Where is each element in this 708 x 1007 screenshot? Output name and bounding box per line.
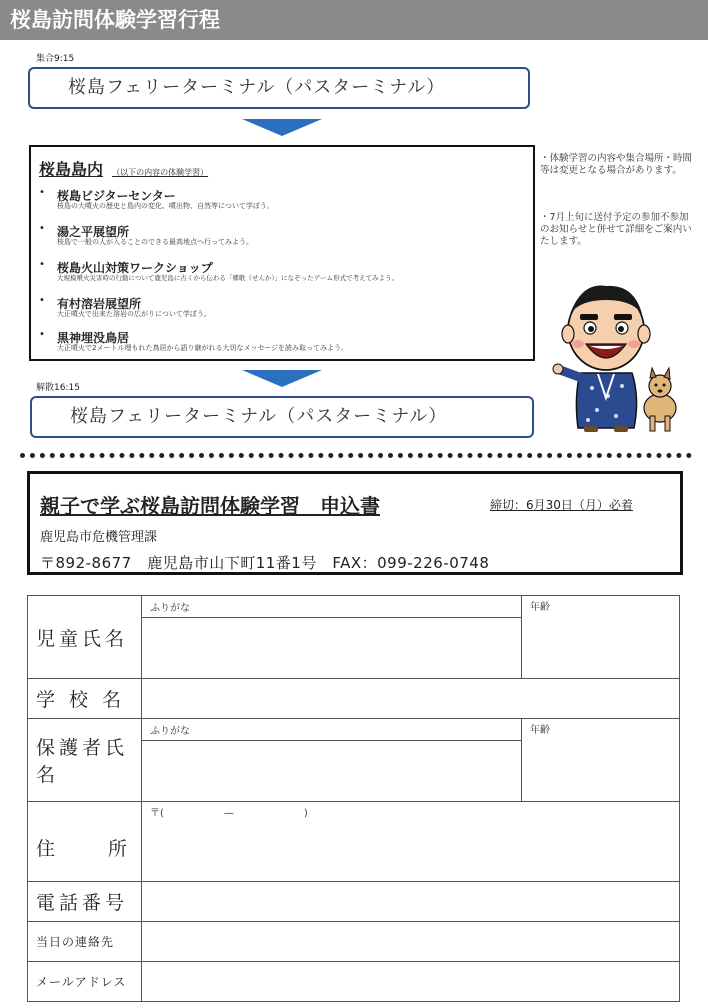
phone-label: 電話番号 <box>28 882 142 922</box>
island-title: 桜島島内 <box>39 160 104 179</box>
item-title: 桜島ビジターセンター <box>57 189 176 203</box>
island-subtitle: （以下の内容の体験学習） <box>112 168 209 177</box>
contact-address: 〒892-8677 鹿児島市山下町11番1号 FAX：099-226-0748 <box>40 554 490 572</box>
email-field[interactable] <box>142 962 680 1002</box>
note-1: ・体験学習の内容や集合場所・時間等は変更となる場合があります。 <box>540 153 693 176</box>
item-desc: 大正噴火で出来た溶岩の広がりについて学ぼう。 <box>57 310 211 318</box>
bullet-icon: • <box>39 223 45 234</box>
furigana-label: ふりがな <box>142 719 521 741</box>
address-field[interactable] <box>142 802 680 882</box>
item-desc: 大規模噴火災害時の行動について鹿児島に古くから伝わる「郷歌（せんか）」になぞったゲーム形式で考えてみよう。 <box>57 274 399 282</box>
note-2: ・7月上旬に送付予定の参加不参加のお知らせと併せて詳細をご案内いたします。 <box>540 212 692 247</box>
deadline: 締切：6月30日（月）必着 <box>490 498 633 512</box>
gather-time: 集合9:15 <box>36 54 75 64</box>
child-name-label: 児童氏名 <box>28 596 142 679</box>
guardian-name-field[interactable] <box>142 719 522 802</box>
phone-field[interactable] <box>142 882 680 922</box>
item-title: 湯之平展望所 <box>57 225 130 239</box>
furigana-label: ふりがな <box>142 596 521 618</box>
bullet-icon: • <box>39 259 45 270</box>
application-title: 親子で学ぶ桜島訪問体験学習 申込書 <box>40 494 380 518</box>
age-label: 年齢 <box>530 602 550 613</box>
guardian-age-field[interactable] <box>522 719 680 802</box>
age-label: 年齢 <box>530 725 550 736</box>
postal-template: 〒( — ) <box>150 808 308 819</box>
item-desc: 大正噴火で2メートル埋もれた鳥居から語り継がれる大切なメッセージを読み取ってみよう。 <box>57 344 349 352</box>
guardian-name-label: 保護者氏名 <box>28 719 142 802</box>
address-label-2: 所 <box>107 838 131 860</box>
emergency-contact-label: 当日の連絡先 <box>28 922 142 962</box>
item-desc: 桜島で一般の人が入ることのできる最高地点へ行ってみよう。 <box>57 238 253 246</box>
application-header-box <box>27 471 683 575</box>
child-age-field[interactable] <box>522 596 680 679</box>
item-title: 黒神埋没鳥居 <box>57 331 130 345</box>
down-arrow-icon <box>242 119 322 136</box>
department: 鹿児島市危機管理課 <box>40 530 158 545</box>
island-activities-box <box>29 145 535 361</box>
start-terminal: 桜島フェリーターミナル（パスターミナル） <box>28 67 530 109</box>
address-label <box>28 802 142 882</box>
bullet-icon: • <box>39 187 45 198</box>
item-title: 桜島火山対策ワークショップ <box>57 261 213 275</box>
bullet-icon: • <box>39 295 45 306</box>
item-desc: 桜島の大噴火の歴史と島内の変化、噴出物、自然等について学ぼう。 <box>57 202 274 210</box>
item-title: 有村溶岩展望所 <box>57 297 142 311</box>
mascot-illustration <box>552 278 680 436</box>
application-form <box>27 595 680 1002</box>
page-title: 桜島訪問体験学習行程 <box>0 0 708 40</box>
end-terminal: 桜島フェリーターミナル（パスターミナル） <box>30 396 534 438</box>
down-arrow-icon <box>242 370 322 387</box>
emergency-contact-field[interactable] <box>142 922 680 962</box>
child-name-field[interactable] <box>142 596 522 679</box>
bullet-icon: • <box>39 329 45 340</box>
email-label: メールアドレス <box>28 962 142 1002</box>
dotted-divider <box>20 453 692 458</box>
dismiss-time: 解散16:15 <box>36 383 80 393</box>
school-label: 学 校 名 <box>28 679 142 719</box>
address-label-1: 住 <box>36 838 60 860</box>
school-field[interactable] <box>142 679 680 719</box>
